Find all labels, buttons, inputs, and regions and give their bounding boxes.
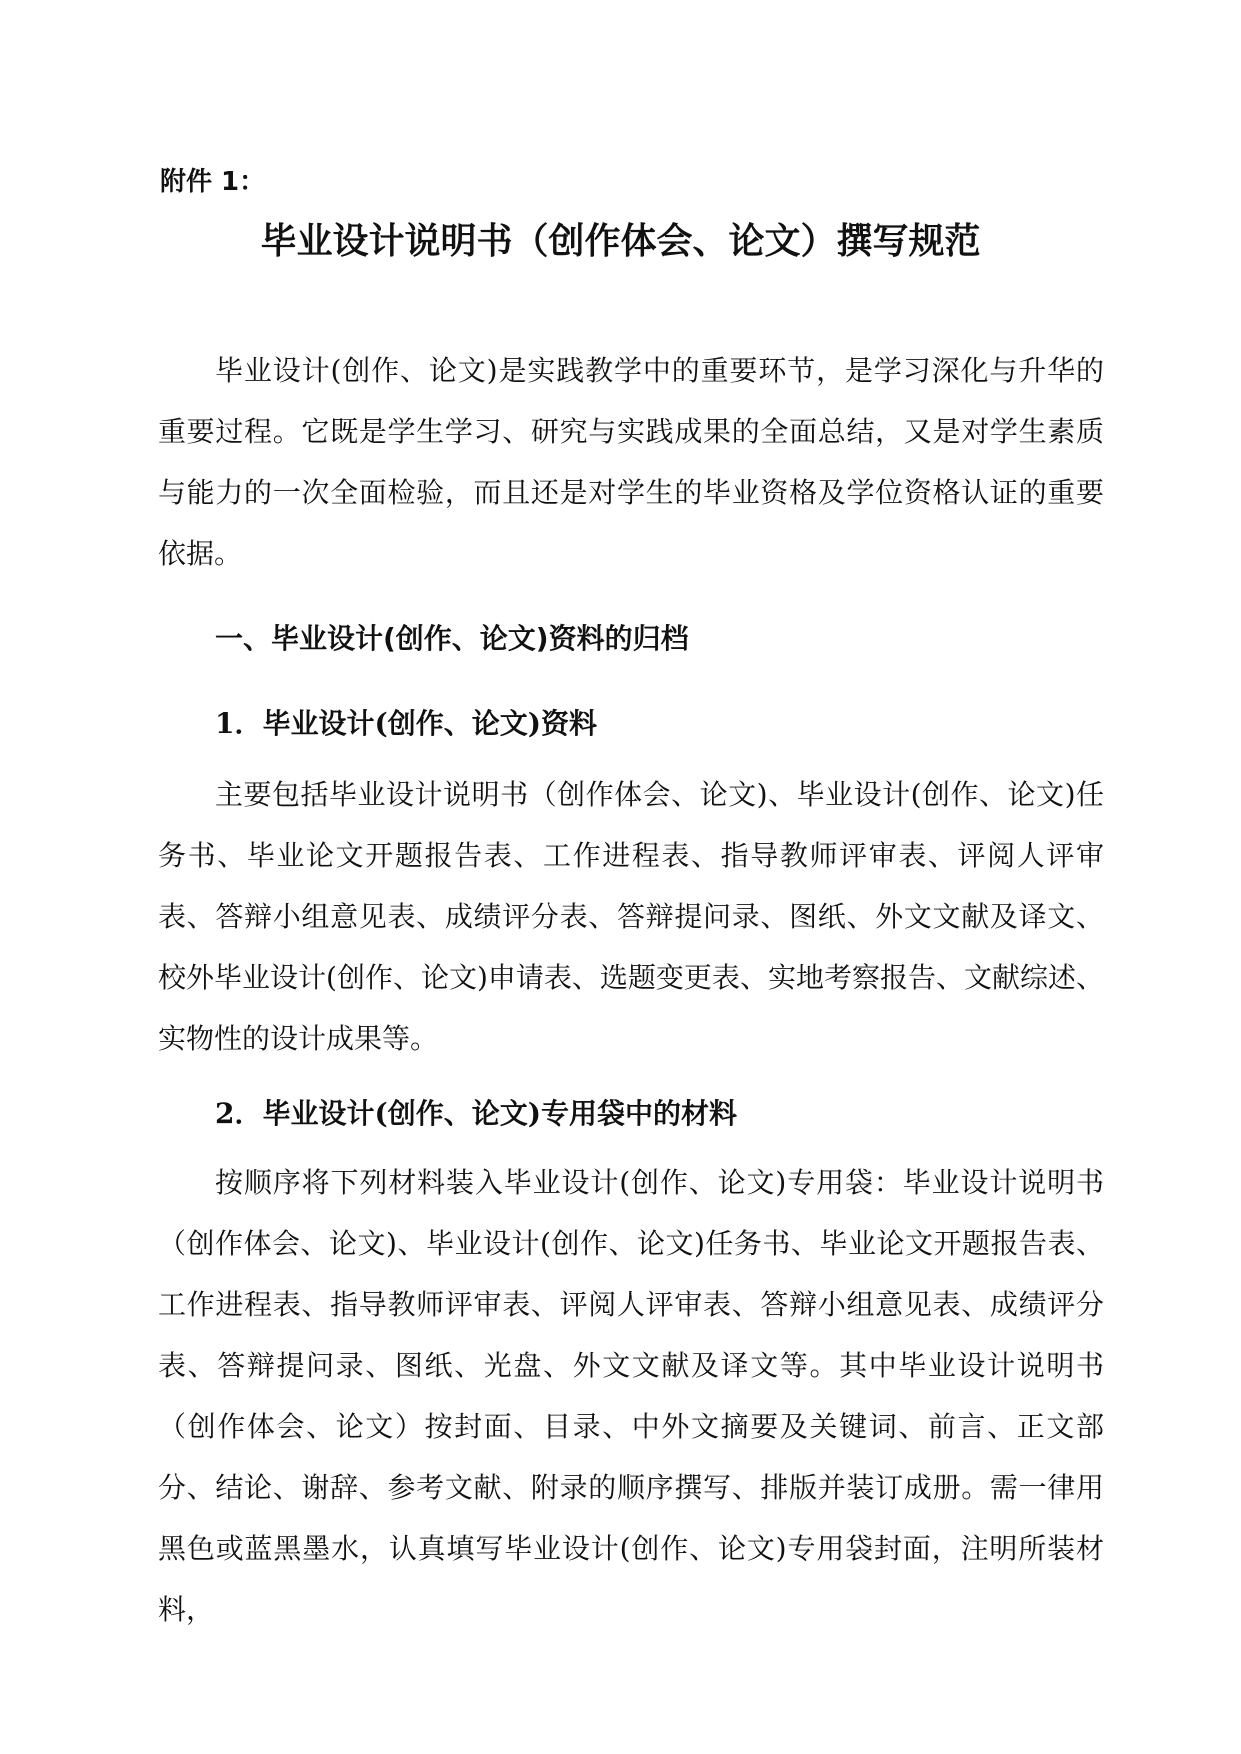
- subsection-heading-envelope: 2．毕业设计(创作、论文)专用袋中的材料: [215, 1097, 737, 1130]
- subsection-heading-materials: 1．毕业设计(创作、论文)资料: [215, 707, 597, 740]
- intro-paragraph: 毕业设计(创作、论文)是实践教学中的重要环节，是学习深化与升华的重要过程。它既是学生学习、研究与实践成果的全面总结，又是对学生素质与能力的一次全面检验，而且还是对学生的毕业资格及学位资格认证的重要依据。: [158, 354, 1104, 570]
- section-heading-archiving: 一、毕业设计(创作、论文)资料的归档: [215, 622, 689, 655]
- page-title: 毕业设计说明书（创作体会、论文）撰写规范: [260, 221, 981, 262]
- envelope-paragraph: 按顺序将下列材料装入毕业设计(创作、论文)专用袋：毕业设计说明书（创作体会、论文)、毕业设计(创作、论文)任务书、毕业论文开题报告表、工作进程表、指导教师评审表、评阅人评审表、答辩小组意见表、成绩评分表、答辩提问录、图纸、光盘、外文文献及译文等。其中毕业设计说明书（创作体会、论文）按封面、目录、中外文摘要及关键词、前言、正文部分、结论、谢辞、参考文献、附录的顺序撰写、排版并装订成册。需一律用黑色或蓝黑墨水，认真填写毕业设计(创作、论文)专用袋封面，注明所装材料，: [158, 1166, 1104, 1626]
- attachment-label: 附件 1：: [160, 167, 266, 197]
- materials-paragraph: 主要包括毕业设计说明书（创作体会、论文)、毕业设计(创作、论文)任务书、毕业论文开题报告表、工作进程表、指导教师评审表、评阅人评审表、答辩小组意见表、成绩评分表、答辩提问录、图纸、外文文献及译文、校外毕业设计(创作、论文)申请表、选题变更表、实地考察报告、文献综述、实物性的设计成果等。: [158, 778, 1104, 1055]
